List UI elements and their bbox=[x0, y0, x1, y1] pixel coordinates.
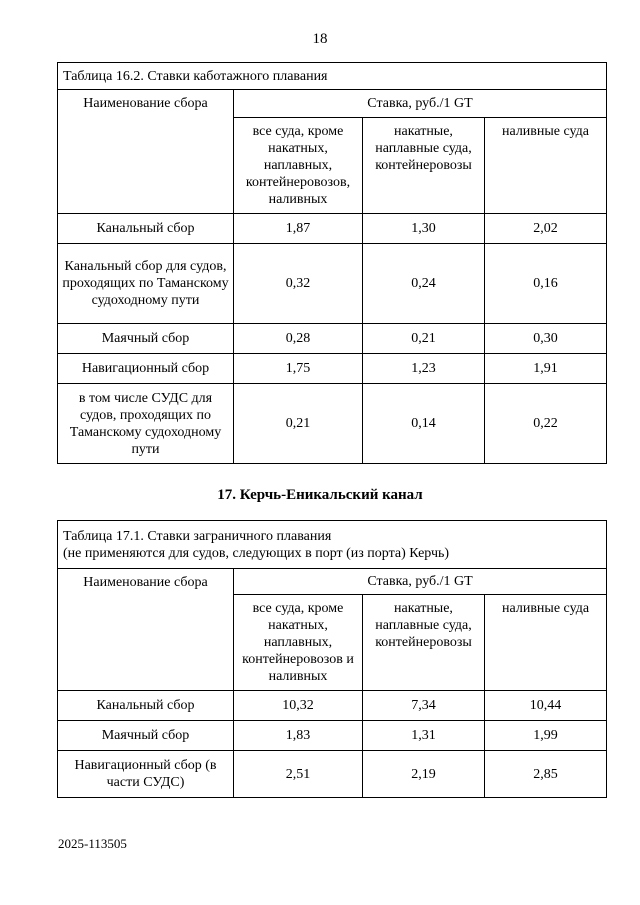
table-cell: 2,02 bbox=[485, 214, 607, 244]
table-cell: 7,34 bbox=[363, 691, 485, 721]
table-row-label: Канальный сбор bbox=[58, 214, 234, 244]
table-cabotage-rates bbox=[57, 62, 607, 464]
table-cell: 10,44 bbox=[485, 691, 607, 721]
subheader-tankers: наливные суда bbox=[485, 595, 607, 691]
table-cell: 1,99 bbox=[485, 721, 607, 751]
table-cell: 1,23 bbox=[363, 354, 485, 384]
table-caption bbox=[58, 521, 607, 569]
table-cell: 1,83 bbox=[234, 721, 363, 751]
table-cell: 1,30 bbox=[363, 214, 485, 244]
table-cell: 0,32 bbox=[234, 244, 363, 324]
table-row-label: в том числе СУДС для судов, проходящих по Таманскому судоходному пути bbox=[58, 384, 234, 464]
table-cell: 0,28 bbox=[234, 324, 363, 354]
table-row-label: Маячный сбор bbox=[58, 721, 234, 751]
table-cell: 0,14 bbox=[363, 384, 485, 464]
table-cell: 0,22 bbox=[485, 384, 607, 464]
table-caption-line: (не применяются для судов, следующих в порт (из порта) Керчь) bbox=[63, 545, 450, 561]
column-header-fee-name: Наименование сбора bbox=[58, 90, 234, 214]
table-cell: 0,21 bbox=[363, 324, 485, 354]
table-row-label: Канальный сбор bbox=[58, 691, 234, 721]
subheader-tankers: наливные суда bbox=[485, 118, 607, 214]
table-cell: 0,16 bbox=[485, 244, 607, 324]
subheader-general-vessels: все суда, кроме накатных, наплавных, контейнеровозов и наливных bbox=[234, 595, 363, 691]
column-header-fee-name: Наименование сбора bbox=[58, 569, 234, 691]
table-cell: 0,30 bbox=[485, 324, 607, 354]
table-foreign-rates bbox=[57, 520, 607, 798]
document-code: 2025-113505 bbox=[58, 836, 127, 851]
table-cell: 1,91 bbox=[485, 354, 607, 384]
table-cell: 1,75 bbox=[234, 354, 363, 384]
table-cell: 0,21 bbox=[234, 384, 363, 464]
table-cell: 2,51 bbox=[234, 751, 363, 798]
table-cell: 2,19 bbox=[363, 751, 485, 798]
table-cell: 10,32 bbox=[234, 691, 363, 721]
column-header-rate: Ставка, руб./1 GT bbox=[234, 569, 607, 595]
subheader-general-vessels: все суда, кроме накатных, наплавных, контейнеровозов, наливных bbox=[234, 118, 363, 214]
subheader-roro-container: накатные, наплавные суда, контейнеровозы bbox=[363, 118, 485, 214]
subheader-roro-container: накатные, наплавные суда, контейнеровозы bbox=[363, 595, 485, 691]
column-header-rate: Ставка, руб./1 GT bbox=[234, 90, 607, 118]
section-heading: 17. Керчь-Еникальский канал bbox=[217, 487, 423, 503]
table-cell: 0,24 bbox=[363, 244, 485, 324]
table-caption: Таблица 16.2. Ставки каботажного плавания bbox=[58, 63, 607, 90]
table-row-label: Навигационный сбор (в части СУДС) bbox=[58, 751, 234, 798]
table-caption-line: Таблица 17.1. Ставки заграничного плавания bbox=[63, 528, 332, 544]
table-row-label: Канальный сбор для судов, проходящих по Таманскому судоходному пути bbox=[58, 244, 234, 324]
table-cell: 1,31 bbox=[363, 721, 485, 751]
page-number: 18 bbox=[312, 31, 328, 47]
table-row-label: Навигационный сбор bbox=[58, 354, 234, 384]
table-row-label: Маячный сбор bbox=[58, 324, 234, 354]
table-cell: 1,87 bbox=[234, 214, 363, 244]
table-cell: 2,85 bbox=[485, 751, 607, 798]
